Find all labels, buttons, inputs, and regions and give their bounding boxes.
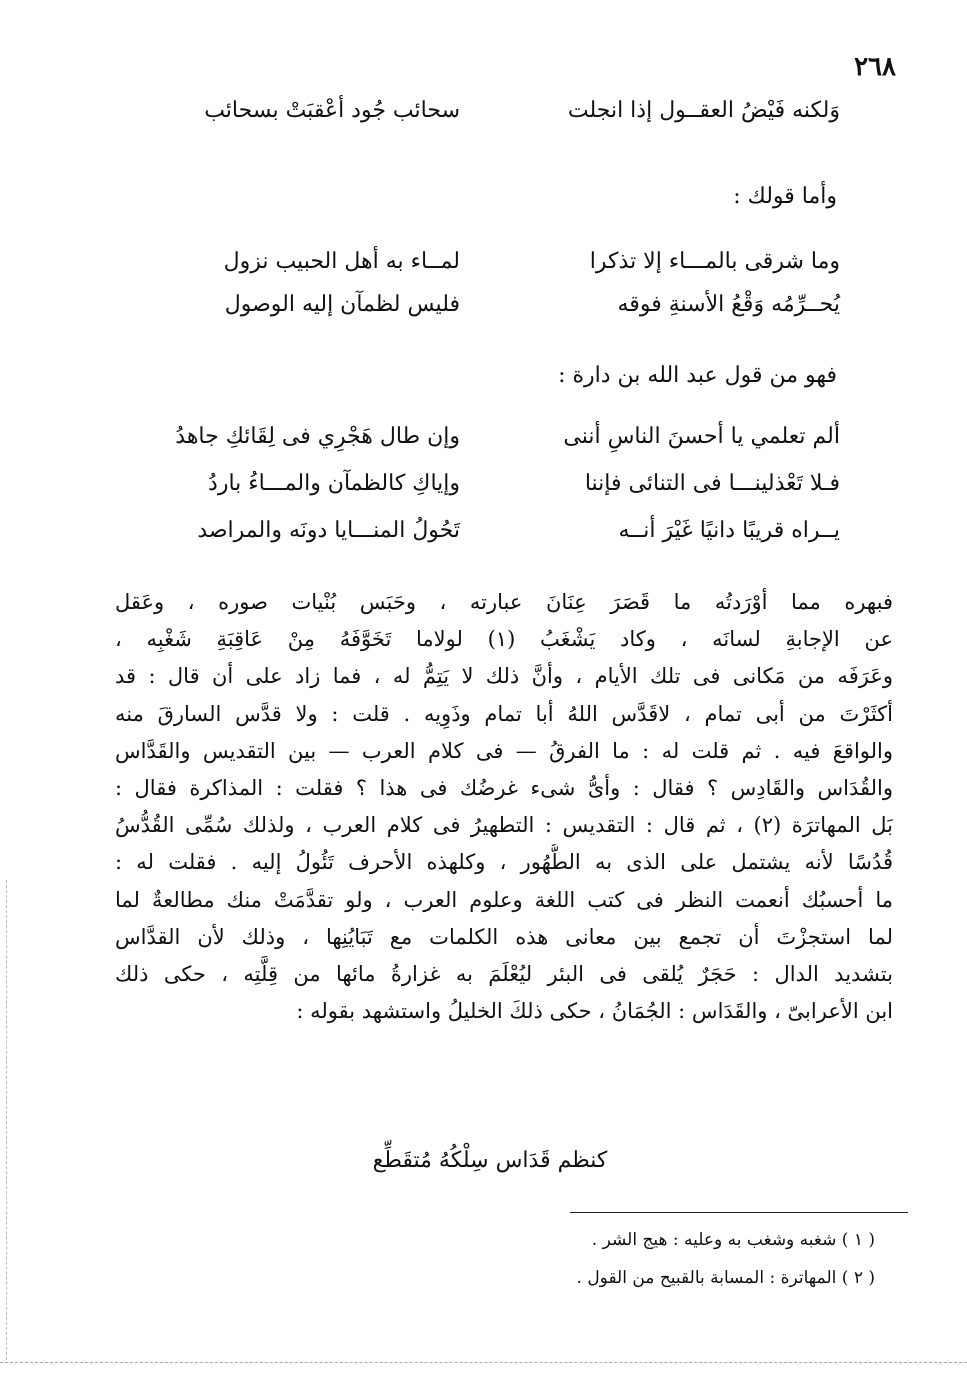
verse-line <box>120 249 840 283</box>
prose-line: عن الإجابةِ لسانَه ، وكاد يَشْغَبُ (١) لولاما تَخَوَّفَهُ مِنْ عَاقِبَةِ شَغْبِه ، <box>115 627 893 652</box>
verse-first-hemistich: يُحــرِّمُه وَقْعُ الأسنةِ فوقه <box>617 292 840 317</box>
prose-line: وعَرَفَه من مَكانى فى تلك الأيام ، وأنَّ ذلك لا يَتِمُّ له ، فما زاد على أن قال : قد <box>115 664 893 689</box>
intro-text: فهو من قول عبد الله بن دارة : <box>558 363 837 388</box>
quoted-verse: كنظم قَدَاس سِلْكُهُ مُتقَطِّع <box>372 1148 608 1173</box>
footnote-divider <box>570 1212 908 1213</box>
verse-first-hemistich: يــراه قريبًا دانيًا غَيْرَ أنــه <box>618 518 840 543</box>
verse-line <box>120 292 840 326</box>
intro-text: وأما قولك : <box>733 184 837 209</box>
prose-line: بتشديد الدال : حَجَرٌ يُلقى فى البئر ليُعْلَمَ به غزارةُ مائها من قِلَّتِه ، حكى ذلك <box>115 962 893 987</box>
verse-first-hemistich: فـلا تَعْذلينـــا فى التنائى فإننا <box>584 471 840 496</box>
verse-second-hemistich: وإياكِ كالظمآن والمـــاءُ باردُ <box>208 471 460 496</box>
verse-line <box>120 471 840 505</box>
verse-line <box>120 98 840 132</box>
verse-line <box>120 424 840 458</box>
prose-line: لما استجزْتَ أن تجمع بين معانى هذه الكلمات مع تَبَايُنِها ، وذلك لأن القدَّاس <box>115 924 893 949</box>
scan-bottom-edge <box>0 1362 967 1363</box>
prose-line: بَل المهاترَة (٢) ، ثم قال : التقديس : التطهيرُ فى كلام العرب ، ولذلك سُمِّى القُدُّسُ <box>115 813 893 838</box>
prose-line: والقُدَاس والقَادِس ؟ فقال : وأىُّ شىء غرضُك فى هذا ؟ فقلت : المذاكرة فقال : <box>115 776 893 801</box>
verse-first-hemistich: ألم تعلمي يا أحسنَ الناسِ أننى <box>563 424 840 449</box>
prose-line: والواقعَ فيه . ثم قلت له : ما الفرقُ — فى كلام العرب — بين التقديس والقَدَّاس <box>115 738 893 763</box>
prose-line: ابن الأعرابىّ ، والقَدَاس : الجُمَانُ ، حكى ذلكَ الخليلُ واستشهد بقوله : <box>296 999 893 1024</box>
prose-line: أكثَرْتَ من أبى تمام ، لاقَدَّس اللهُ أبا تمام وذَوِيه . قلت : ولا قدَّس السارقَ منه <box>115 701 893 726</box>
verse-line <box>120 518 840 552</box>
page-number: ٢٦٨ <box>854 52 896 82</box>
verse-first-hemistich: وما شرقى بالمـــاء إلا تذكرا <box>589 249 840 274</box>
prose-line: ما أحسبُك أنعمت النظر فى كتب اللغة وعلوم العرب ، ولو تقدَّمَتْ منك مطالعةٌ لما <box>115 887 893 912</box>
prose-line: فبهره مما أوْرَدتُه ما قَصَرَ عِنَانَ عبارته ، وحَبَس بُنْيات صوره ، وعَقل <box>115 590 893 614</box>
footnote: ( ١ ) شغبه وشغب به وعليه : هيج الشر . <box>591 1230 875 1250</box>
verse-second-hemistich: تَحُولُ المنـــايا دونَه والمراصد <box>197 518 460 543</box>
prose-paragraph <box>115 584 893 1030</box>
footnote: ( ٢ ) المهاترة : المسابة بالقبيح من القول . <box>576 1268 875 1288</box>
verse-second-hemistich: فليس لظمآن إليه الوصول <box>224 292 460 317</box>
verse-first-hemistich: وَلكنه فَيْضُ العقــول إذا انجلت <box>567 98 840 123</box>
verse-second-hemistich: وإن طال هَجْرِي فى لِقَائكِ جاهدُ <box>175 424 460 449</box>
verse-second-hemistich: سحائب جُود أعْقبَتْ بسحائب <box>204 98 460 123</box>
verse-second-hemistich: لمــاء به أهل الحبيب نزول <box>223 249 460 274</box>
prose-line: قُدُسًا لأنه يشتمل على الذى به الطُّهُور ، وكلهذه الأحرف تَئُولُ إليه . فقلت له : <box>115 850 893 875</box>
scan-margin-mark <box>6 880 9 1360</box>
